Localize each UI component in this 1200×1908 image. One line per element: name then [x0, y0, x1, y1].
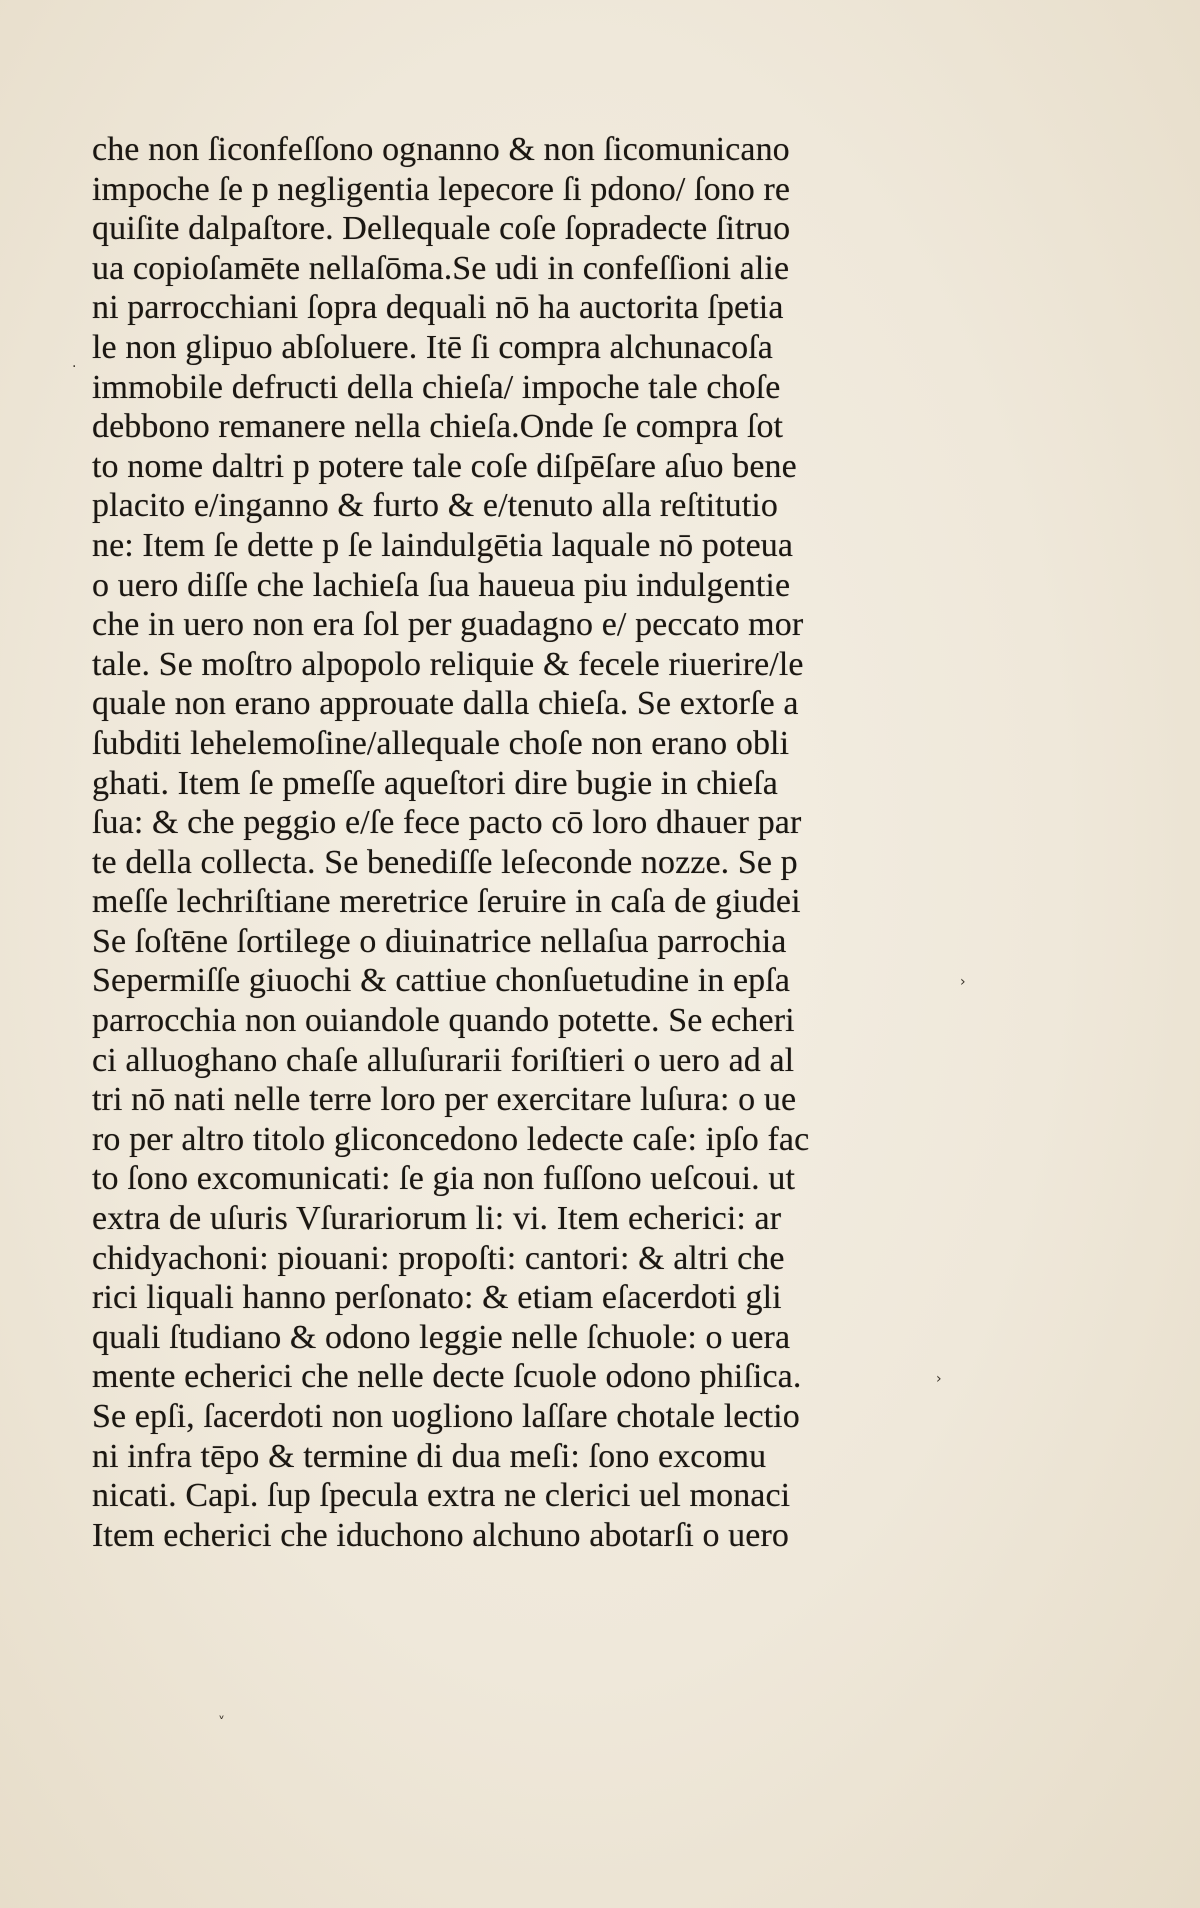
text-line: quale non erano approuate dalla chieſa. Se extorſe a: [92, 685, 799, 723]
text-line: ci alluoghano chaſe alluſurarii foriſtieri o uero ad al: [92, 1041, 795, 1079]
text-line: ſubditi lehelemoſine/allequale choſe non erano obli: [92, 724, 790, 762]
printer-mark: ˅: [218, 1715, 225, 1731]
text-line: che in uero non era ſol per guadagno e/ peccato mor: [92, 606, 804, 644]
text-line: impoche ſe p negligentia lepecore ſi pdono/ ſono re: [92, 170, 791, 208]
text-line: meſſe lechriſtiane meretrice ſeruire in caſa de giudei: [92, 883, 801, 921]
text-line: ua copioſamēte nellaſōma.Se udi in confeſſioni alie: [92, 249, 790, 287]
text-line: tri nō nati nelle terre loro per exercitare luſura: o ue: [92, 1081, 797, 1119]
text-line: chidyachoni: piouani: propoſti: cantori: & altri che: [92, 1239, 785, 1277]
text-line: rici liquali hanno perſonato: & etiam eſacerdoti gli: [92, 1279, 782, 1317]
text-line: ni parrocchiani ſopra dequali nō ha auctorita ſpetia: [92, 289, 784, 327]
text-line: o uero diſſe che lachieſa ſua haueua piu indulgentie: [92, 566, 791, 604]
text-line: extra de uſuris Vſurariorum li: vi. Item echerici: ar: [92, 1200, 782, 1238]
text-line: ghati. Item ſe pmeſſe aqueſtori dire bugie in chieſa: [92, 764, 778, 802]
text-line: tale. Se moſtro alpopolo reliquie & fecele riuerire/le: [92, 645, 804, 683]
text-line: quiſite dalpaſtore. Dellequale coſe ſopradecte ſitruo: [92, 210, 791, 248]
text-line: ſua: & che peggio e/ſe fece pacto cō loro dhauer par: [92, 804, 802, 842]
text-line: placito e/inganno & furto & e/tenuto alla reſtitutio: [92, 487, 778, 525]
text-line: te della collecta. Se benediſſe leſeconde nozze. Se p: [92, 843, 798, 881]
text-line: parrocchia non ouiandole quando potette. Se echeri: [92, 1002, 795, 1040]
text-line: che non ſiconfeſſono ognanno & non ſicomunicano: [92, 131, 790, 168]
text-line: Item echerici che iduchono alchuno abotarſi o uero: [92, 1516, 789, 1554]
text-line: to nome daltri p potere tale coſe diſpēſare aſuo bene: [92, 447, 797, 485]
margin-mark-right-lower: ›: [936, 1371, 942, 1387]
margin-mark-right: ›: [960, 974, 966, 990]
text-line: to ſono excomunicati: ſe gia non fuſſono ueſcoui. ut: [92, 1160, 795, 1198]
text-line: immobile defructi della chieſa/ impoche tale choſe: [92, 368, 781, 406]
text-column: [92, 130, 942, 1555]
text-line: mente echerici che nelle decte ſcuole odono phiſica.: [92, 1358, 802, 1396]
text-line: nicati. Capi. ſup ſpecula extra ne clerici uel monaci: [92, 1477, 791, 1515]
text-line: Se epſi, ſacerdoti non uogliono laſſare chotale lectio: [92, 1398, 800, 1435]
text-line: Se ſoſtēne ſortilege o diuinatrice nellaſua parrochia: [92, 922, 787, 960]
text-line: quali ſtudiano & odono leggie nelle ſchuole: o uera: [92, 1318, 791, 1356]
text-line: ni infra tēpo & termine di dua meſi: ſono excomu: [92, 1437, 767, 1475]
margin-mark-left: .: [72, 355, 77, 371]
text-line: ne: Item ſe dette p ſe laindulgētia laquale nō poteua: [92, 526, 794, 564]
text-line: debbono remanere nella chieſa.Onde ſe compra ſot: [92, 408, 784, 446]
text-line: ro per altro titolo gliconcedono ledecte caſe: ipſo fac: [92, 1120, 810, 1158]
text-line: Sepermiſſe giuochi & cattiue chonſuetudine in epſa: [92, 962, 791, 1000]
text-line: le non glipuo abſoluere. Itē ſi compra alchunacoſa: [92, 328, 773, 366]
